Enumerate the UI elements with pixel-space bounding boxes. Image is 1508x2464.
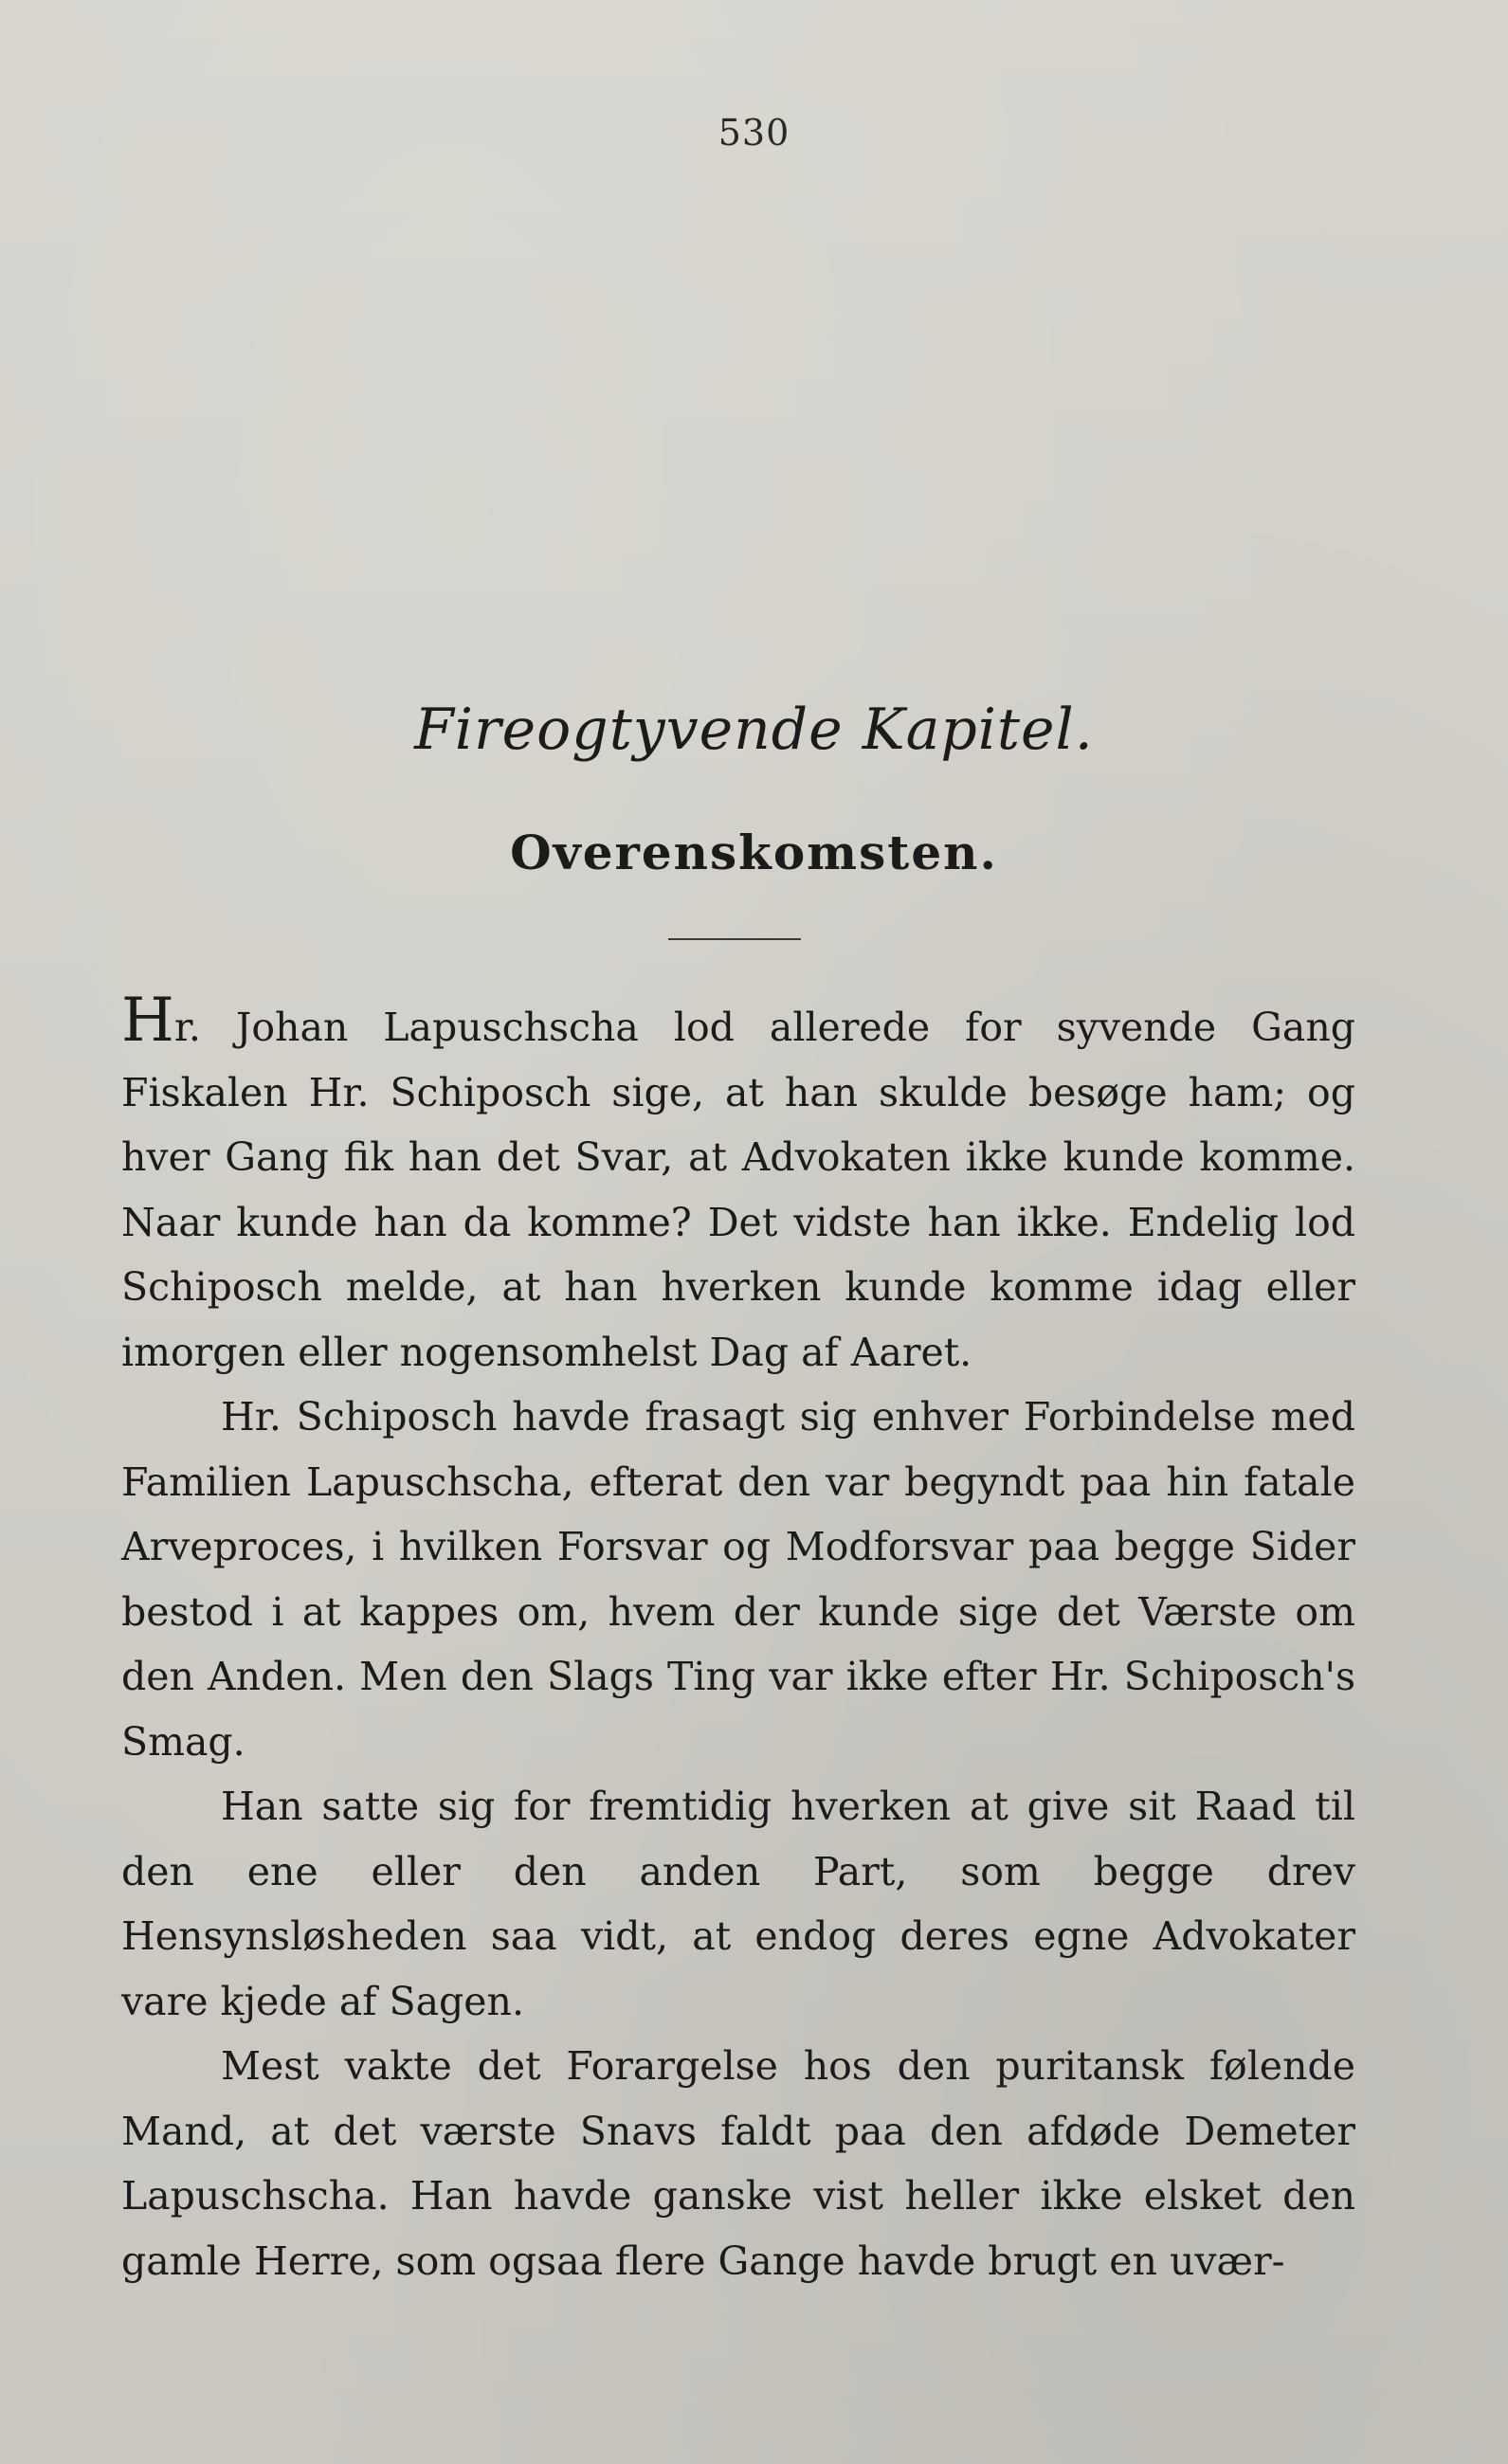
- drop-cap: H: [121, 986, 174, 1056]
- chapter-subtitle: Overenskomsten.: [510, 824, 998, 880]
- paragraph: Mest vakte det Forargelse hos den puritansk følende Mand, at det værste Snavs faldt paa den afdøde Demeter Lapuschscha. Han havde ganske vist heller ikke elsket den gamle Herre, som ogsaa flere Gange havde brugt en uvær-: [121, 2043, 1355, 2284]
- page-number: 530: [718, 112, 790, 154]
- chapter-title: Fireogtyvende Kapitel.: [414, 697, 1094, 763]
- title-divider: [668, 938, 801, 940]
- body-text: [121, 986, 1355, 2293]
- paragraph-text: r. Johan Lapuschscha lod allerede for syvende Gang Fiskalen Hr. Schiposch sige, at han skulde besøge ham; og hver Gang fik han det Svar, at Advokaten ikke kunde komme. Naar kunde han da komme? Det vidste han ikke. Endelig lod Schiposch melde, at han hverken kunde komme idag eller imorgen eller nogensomhelst Dag af Aaret.: [121, 1005, 1355, 1375]
- paragraph: [121, 986, 1355, 1385]
- paragraph: Hr. Schiposch havde frasagt sig enhver Forbindelse med Familien Lapuschscha, efterat den var begyndt paa hin fatale Arveproces, i hvilken Forsvar og Modforsvar paa begge Sider bestod i at kappes om, hvem der kunde sige det Værste om den Anden. Men den Slags Ting var ikke efter Hr. Schiposch's Smag.: [121, 1394, 1355, 1765]
- paragraph: Han satte sig for fremtidig hverken at give sit Raad til den ene eller den anden Part, som begge drev Hensynsløsheden saa vidt, at endog deres egne Advokater vare kjede af Sagen.: [121, 1784, 1355, 2024]
